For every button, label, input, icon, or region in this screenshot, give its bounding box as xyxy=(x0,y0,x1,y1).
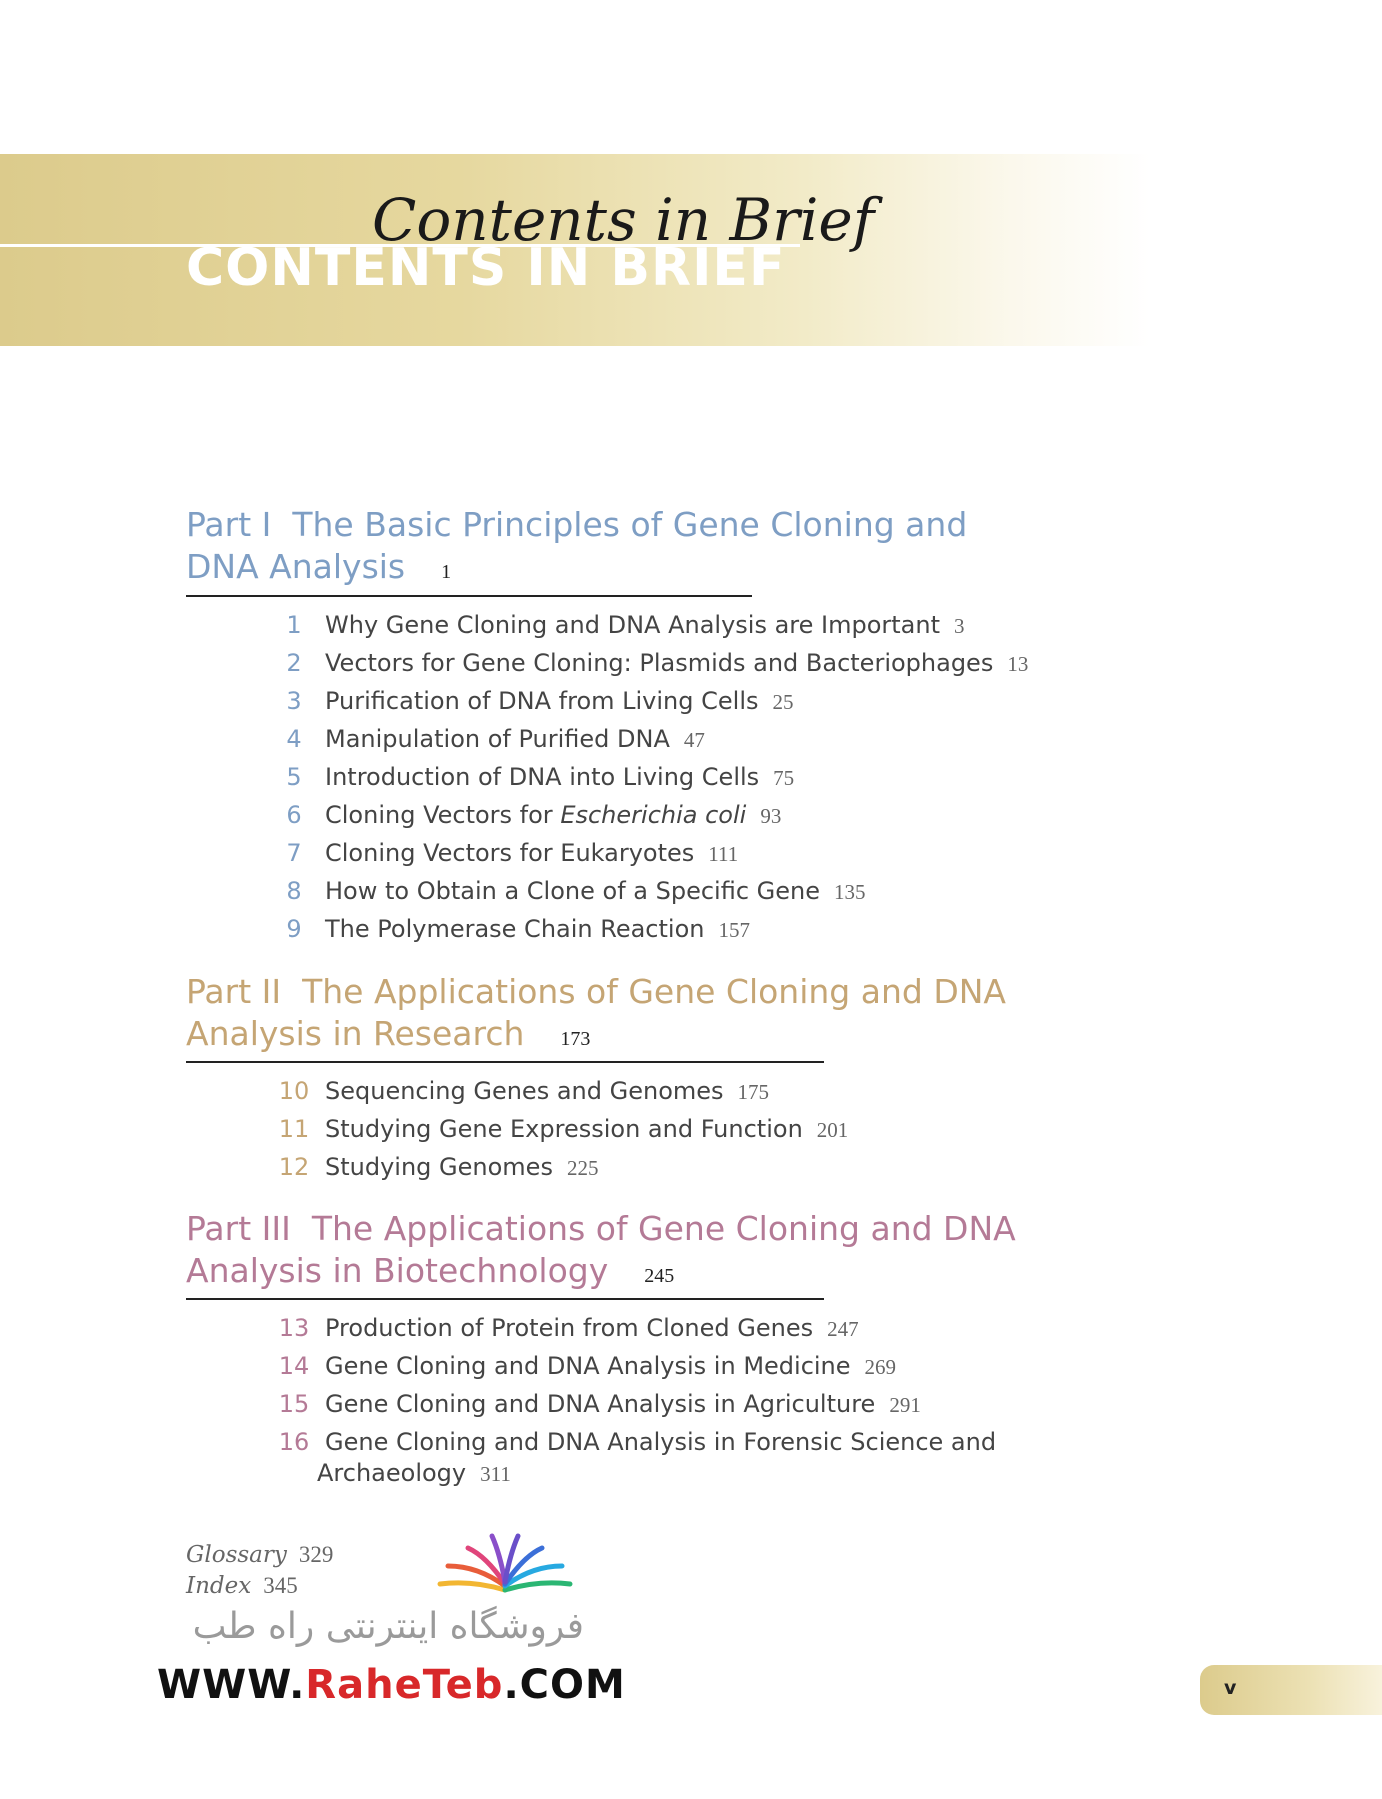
chapter-page: 291 xyxy=(889,1393,921,1417)
page-title: Contents in Brief xyxy=(372,186,875,254)
part-page: 173 xyxy=(560,1028,591,1050)
chapter-title: Studying Gene Expression and Function xyxy=(325,1115,803,1143)
chapter-number: 5 xyxy=(286,763,302,791)
chapter-page: 311 xyxy=(480,1462,511,1486)
back-matter-index[interactable] xyxy=(186,1571,298,1601)
chapter-page: 111 xyxy=(708,842,739,866)
part-3-rule xyxy=(186,1298,824,1300)
url-prefix: WWW. xyxy=(157,1662,306,1708)
part-1-rule xyxy=(186,595,752,597)
part-3-heading[interactable] xyxy=(186,1208,1016,1297)
chapter-number: 12 xyxy=(278,1153,310,1181)
part-label: Part III xyxy=(186,1209,291,1248)
url-brand: RaheTeb xyxy=(305,1662,504,1708)
chapter-title: Production of Protein from Cloned Genes xyxy=(325,1314,814,1342)
part-title-line2: Analysis in Research xyxy=(186,1014,525,1053)
back-matter-title: Index xyxy=(186,1573,252,1599)
watermark-url[interactable] xyxy=(157,1660,626,1710)
chapter-page: 13 xyxy=(1007,652,1029,676)
chapter-title: Gene Cloning and DNA Analysis in Agriculture xyxy=(325,1390,876,1418)
chapter-page: 93 xyxy=(760,804,782,828)
chapter-title: Vectors for Gene Cloning: Plasmids and Bacteriophages xyxy=(325,649,994,677)
page-number: v xyxy=(1224,1677,1237,1699)
back-matter-title: Glossary xyxy=(186,1542,287,1568)
open-book-rainbow-icon xyxy=(430,1528,580,1598)
chapter-title: How to Obtain a Clone of a Specific Gene xyxy=(325,877,820,905)
chapter-number: 10 xyxy=(278,1077,310,1105)
chapter-page: 225 xyxy=(566,1156,599,1180)
chapter-number: 1 xyxy=(286,611,302,639)
chapter-number: 15 xyxy=(278,1390,310,1418)
chapter-title-continued: Archaeology xyxy=(317,1459,467,1487)
chapter-title: Cloning Vectors for xyxy=(325,801,553,829)
part-title-line2: DNA Analysis xyxy=(186,547,406,586)
part-title-line2: Analysis in Biotechnology xyxy=(186,1251,609,1290)
chapter-title: The Polymerase Chain Reaction xyxy=(325,915,705,943)
chapter-number: 14 xyxy=(278,1352,310,1380)
watermark-persian-text: فروشگاه اینترنتی راه طب xyxy=(192,1606,584,1647)
chapter-number: 4 xyxy=(286,725,302,753)
page-folio-tab xyxy=(1200,1665,1382,1715)
part-2-heading[interactable] xyxy=(186,971,1006,1060)
chapter-number: 3 xyxy=(286,687,302,715)
chapter-title: Sequencing Genes and Genomes xyxy=(325,1077,724,1105)
chapter-title: Why Gene Cloning and DNA Analysis are Important xyxy=(325,611,940,639)
chapter-page: 75 xyxy=(773,766,795,790)
url-suffix: .COM xyxy=(503,1662,626,1708)
part-title-line1: The Applications of Gene Cloning and DNA xyxy=(302,972,1006,1011)
chapter-number: 6 xyxy=(286,801,302,829)
part-label: Part II xyxy=(186,972,282,1011)
chapter-title: Gene Cloning and DNA Analysis in Forensic Science and xyxy=(325,1428,997,1456)
chapter-number: 8 xyxy=(286,877,302,905)
chapter-page: 247 xyxy=(827,1317,859,1341)
chapter-title-italic: Escherichia coli xyxy=(560,801,747,829)
chapter-page: 201 xyxy=(816,1118,849,1142)
chapter-page: 175 xyxy=(737,1080,770,1104)
chapter-16-continuation[interactable] xyxy=(317,1457,511,1490)
part-page: 1 xyxy=(441,561,452,583)
part-label: Part I xyxy=(186,505,272,544)
chapter-title: Manipulation of Purified DNA xyxy=(325,725,670,753)
chapter-page: 269 xyxy=(864,1355,897,1379)
chapter-number: 16 xyxy=(278,1428,310,1456)
chapter-page: 157 xyxy=(718,918,750,942)
chapter-number: 9 xyxy=(286,915,302,943)
chapter-title: Cloning Vectors for Eukaryotes xyxy=(325,839,695,867)
chapter-page: 3 xyxy=(954,614,965,638)
part-2-rule xyxy=(186,1061,824,1063)
chapter-title: Studying Genomes xyxy=(325,1153,553,1181)
part-page: 245 xyxy=(644,1265,675,1287)
banner-ghost-title: CONTENTS IN BRIEF xyxy=(186,238,786,298)
back-matter-page: 329 xyxy=(298,1542,334,1567)
chapter-title: Purification of DNA from Living Cells xyxy=(325,687,759,715)
chapter-number: 11 xyxy=(278,1115,310,1143)
back-matter-glossary[interactable] xyxy=(186,1540,333,1570)
part-title-line1: The Applications of Gene Cloning and DNA xyxy=(311,1209,1016,1248)
chapter-title: Introduction of DNA into Living Cells xyxy=(325,763,760,791)
part-title-line1: The Basic Principles of Gene Cloning and xyxy=(292,505,968,544)
chapter-title: Gene Cloning and DNA Analysis in Medicine xyxy=(325,1352,851,1380)
chapter-page: 25 xyxy=(772,690,794,714)
chapter-number: 2 xyxy=(286,649,302,677)
part-1-heading[interactable] xyxy=(186,504,967,593)
chapter-page: 47 xyxy=(683,728,705,752)
chapter-number: 7 xyxy=(286,839,302,867)
back-matter-page: 345 xyxy=(263,1573,298,1598)
chapter-page: 135 xyxy=(834,880,866,904)
chapter-number: 13 xyxy=(278,1314,310,1342)
